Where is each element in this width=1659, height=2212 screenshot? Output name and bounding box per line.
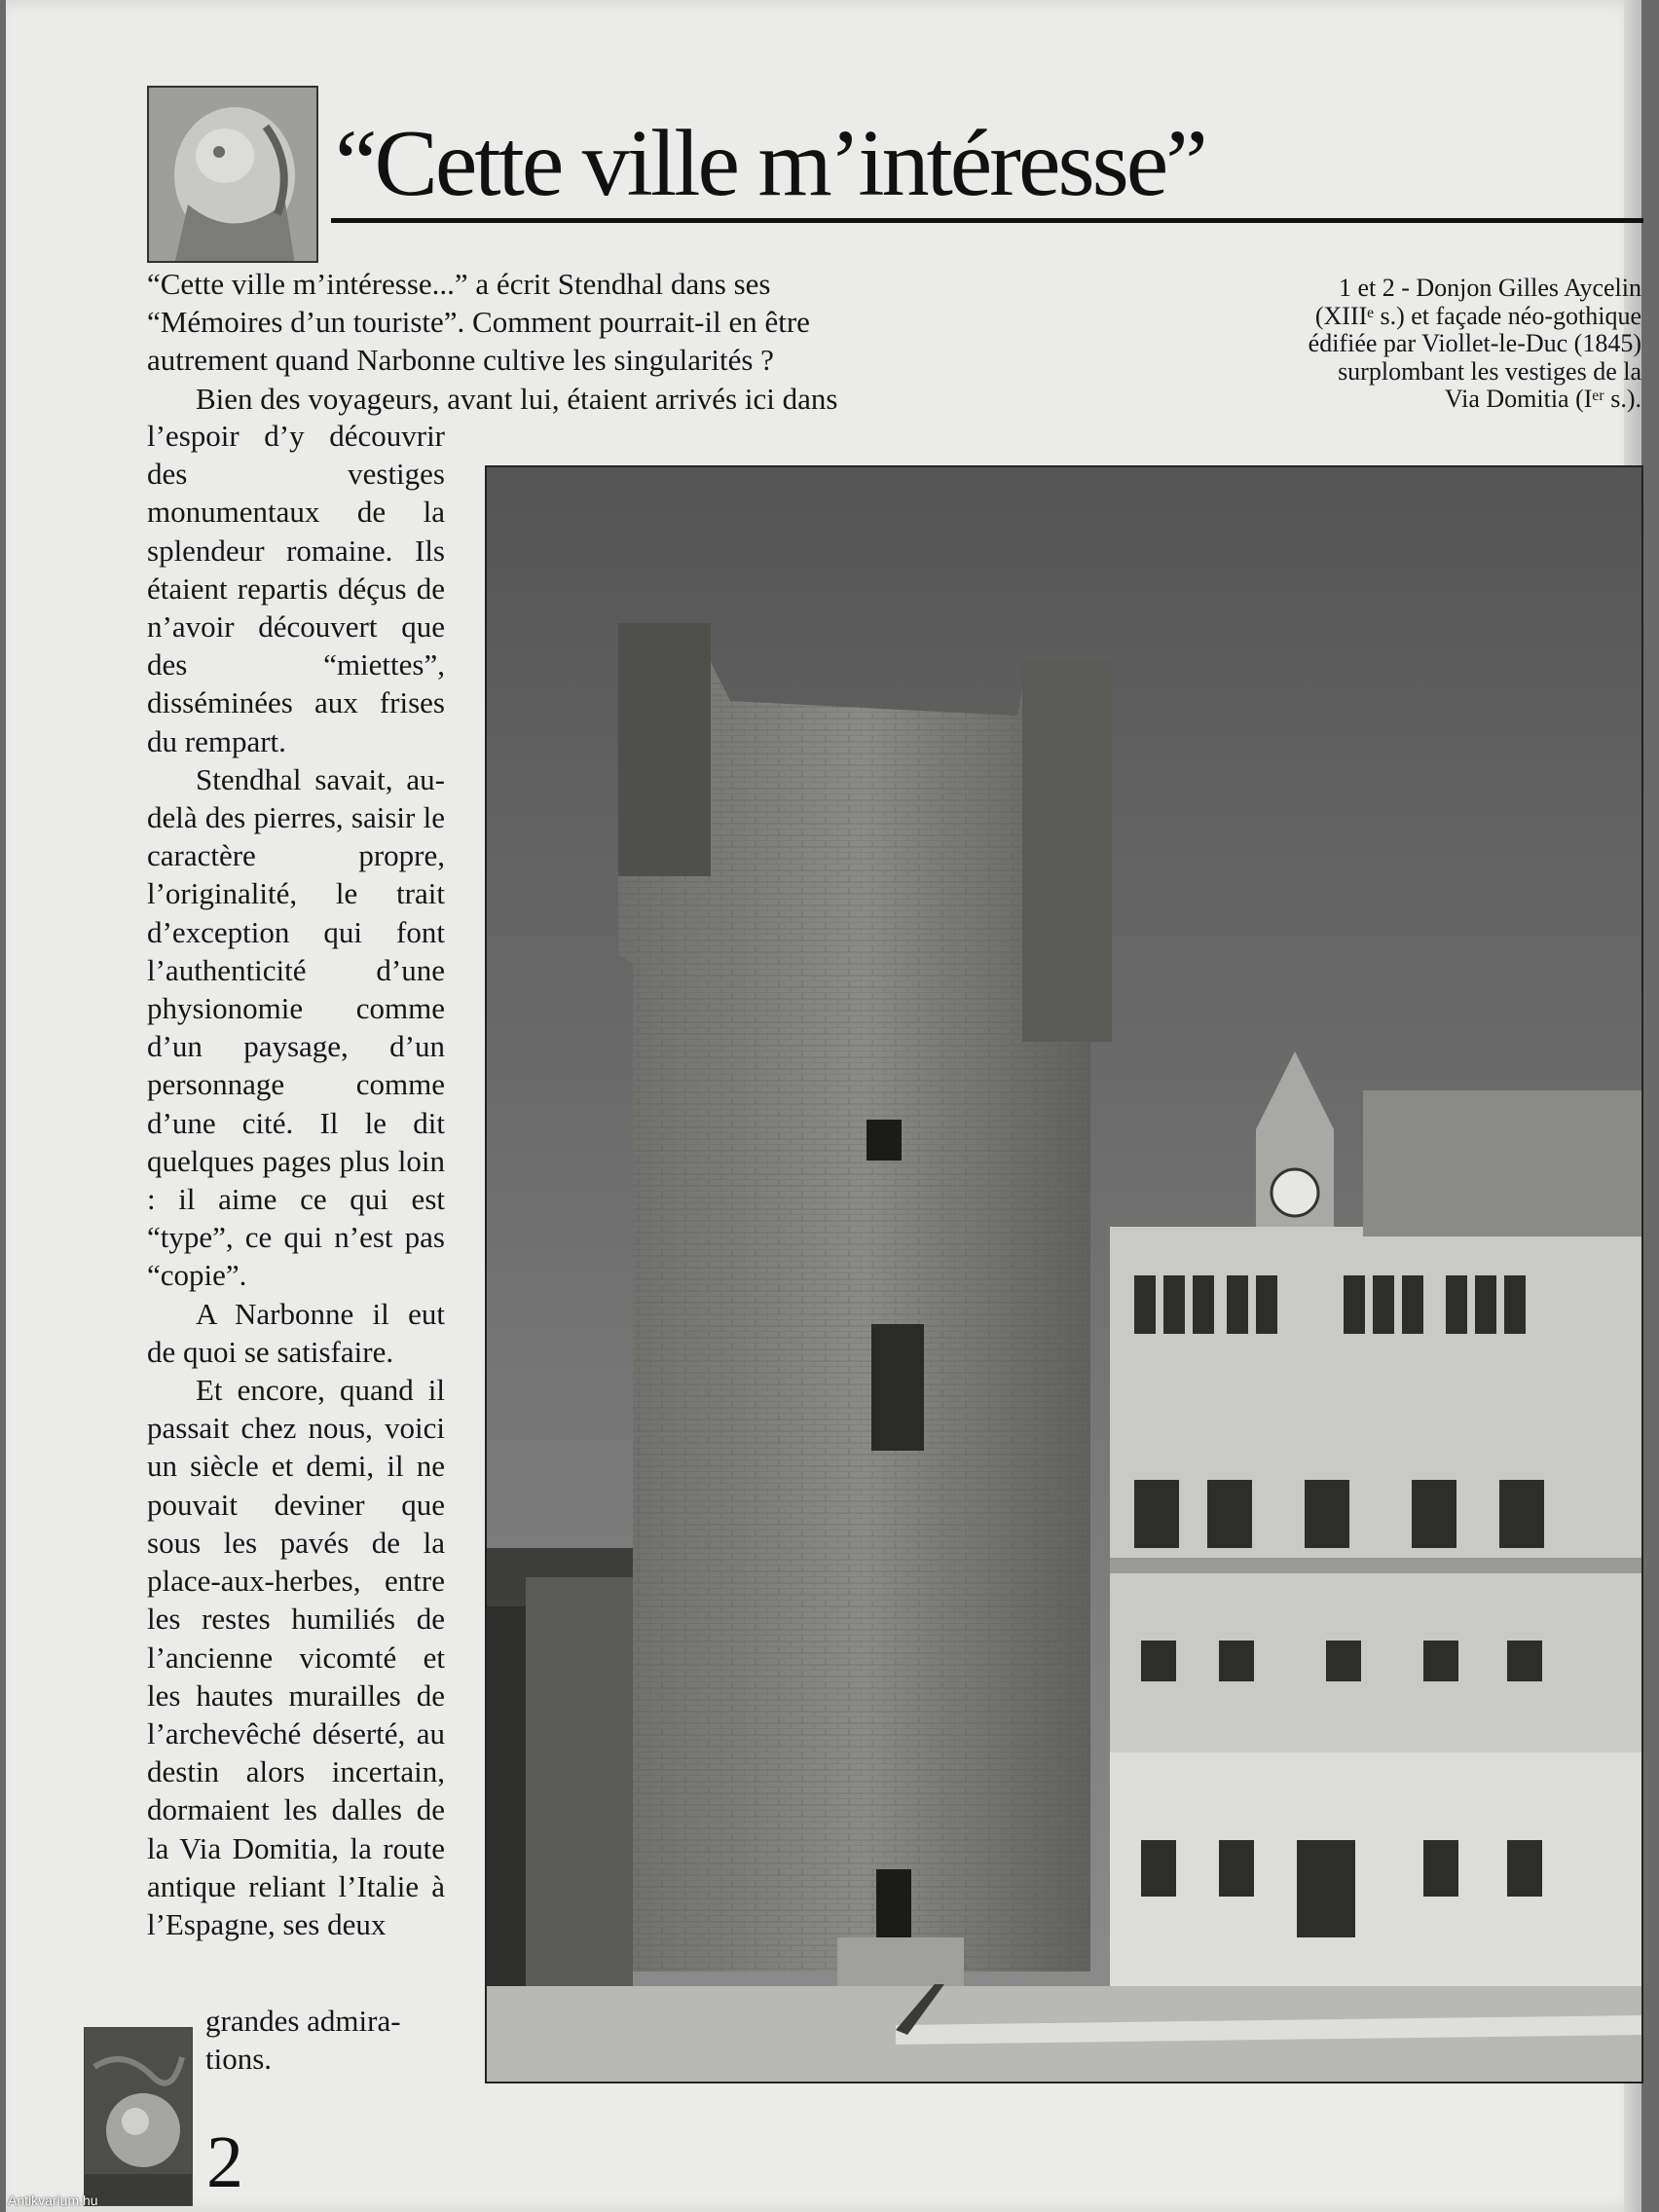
photo-caption	[1272, 275, 1641, 414]
intro-text	[147, 265, 869, 418]
article-column-tail	[205, 2002, 447, 2078]
paragraph: l’espoir d’y découvrir des vestiges monumentaux de la splendeur romaine. Ils étaient repartis déçus de n’avoir découvert que des “miettes”, disséminées aux frises du rempart.	[147, 419, 445, 758]
watermark-text: Antikvarium.hu	[8, 2193, 98, 2208]
tail-line: tions.	[205, 2042, 273, 2077]
paragraph: A Narbonne il eut de quoi se satisfaire.	[147, 1296, 445, 1369]
intro-line: “Cette ville m’intéresse...” a écrit Stendhal dans ses	[147, 267, 771, 301]
donjon-facade-photo	[485, 465, 1643, 2083]
paragraph: Et encore, quand il passait chez nous, voici un siècle et demi, il ne pouvait deviner que sous les pavés de la place-aux-herbes, entre les restes humiliés de l’ancienne vicomté et les hautes murailles de l’archevêché déserté, au destin alors incertain, dormaient les dalles de la Via Domitia, la route antique reliant l’Italie à l’Espagne, ses deux	[147, 1373, 445, 1941]
footer-ornament-image	[84, 2027, 193, 2206]
page-number: 2	[206, 2121, 243, 2203]
magazine-page	[6, 0, 1641, 2212]
title-rule	[331, 218, 1643, 223]
caption-line: édifiée par Viollet-le-Duc (1845)	[1308, 329, 1641, 357]
caption-line: 1 et 2 - Donjon Gilles Aycelin	[1338, 274, 1641, 302]
caption-line: surplombant les vestiges de la	[1338, 356, 1641, 386]
tail-line: grandes admira-	[205, 2004, 401, 2038]
caption-line: (XIIIᵉ s.) et façade néo-gothique	[1314, 301, 1641, 330]
article-column	[147, 417, 445, 1943]
intro-line: autrement quand Narbonne cultive les singularités ?	[147, 343, 774, 378]
paragraph: Stendhal savait, au-delà des pierres, saisir le caractère propre, l’originalité, le trait d’exception qui font l’authenticité d’une physionomie comme d’un paysage, d’un personnage comme d’une cité. Il le dit quelques pages plus loin : il aime ce qui est “type”, ce qui n’est pas “copie”.	[147, 761, 445, 1293]
intro-line: Bien des voyageurs, avant lui, étaient arrivés ici dans	[196, 381, 838, 416]
intro-line: “Mémoires d’un touriste”. Comment pourrait-il en être	[147, 305, 810, 340]
caption-line: Via Domitia (Iᵉʳ s.).	[1444, 385, 1641, 413]
page-title: “Cette ville m’intéresse”	[335, 111, 1205, 216]
header-stone-relief-image	[147, 86, 318, 263]
